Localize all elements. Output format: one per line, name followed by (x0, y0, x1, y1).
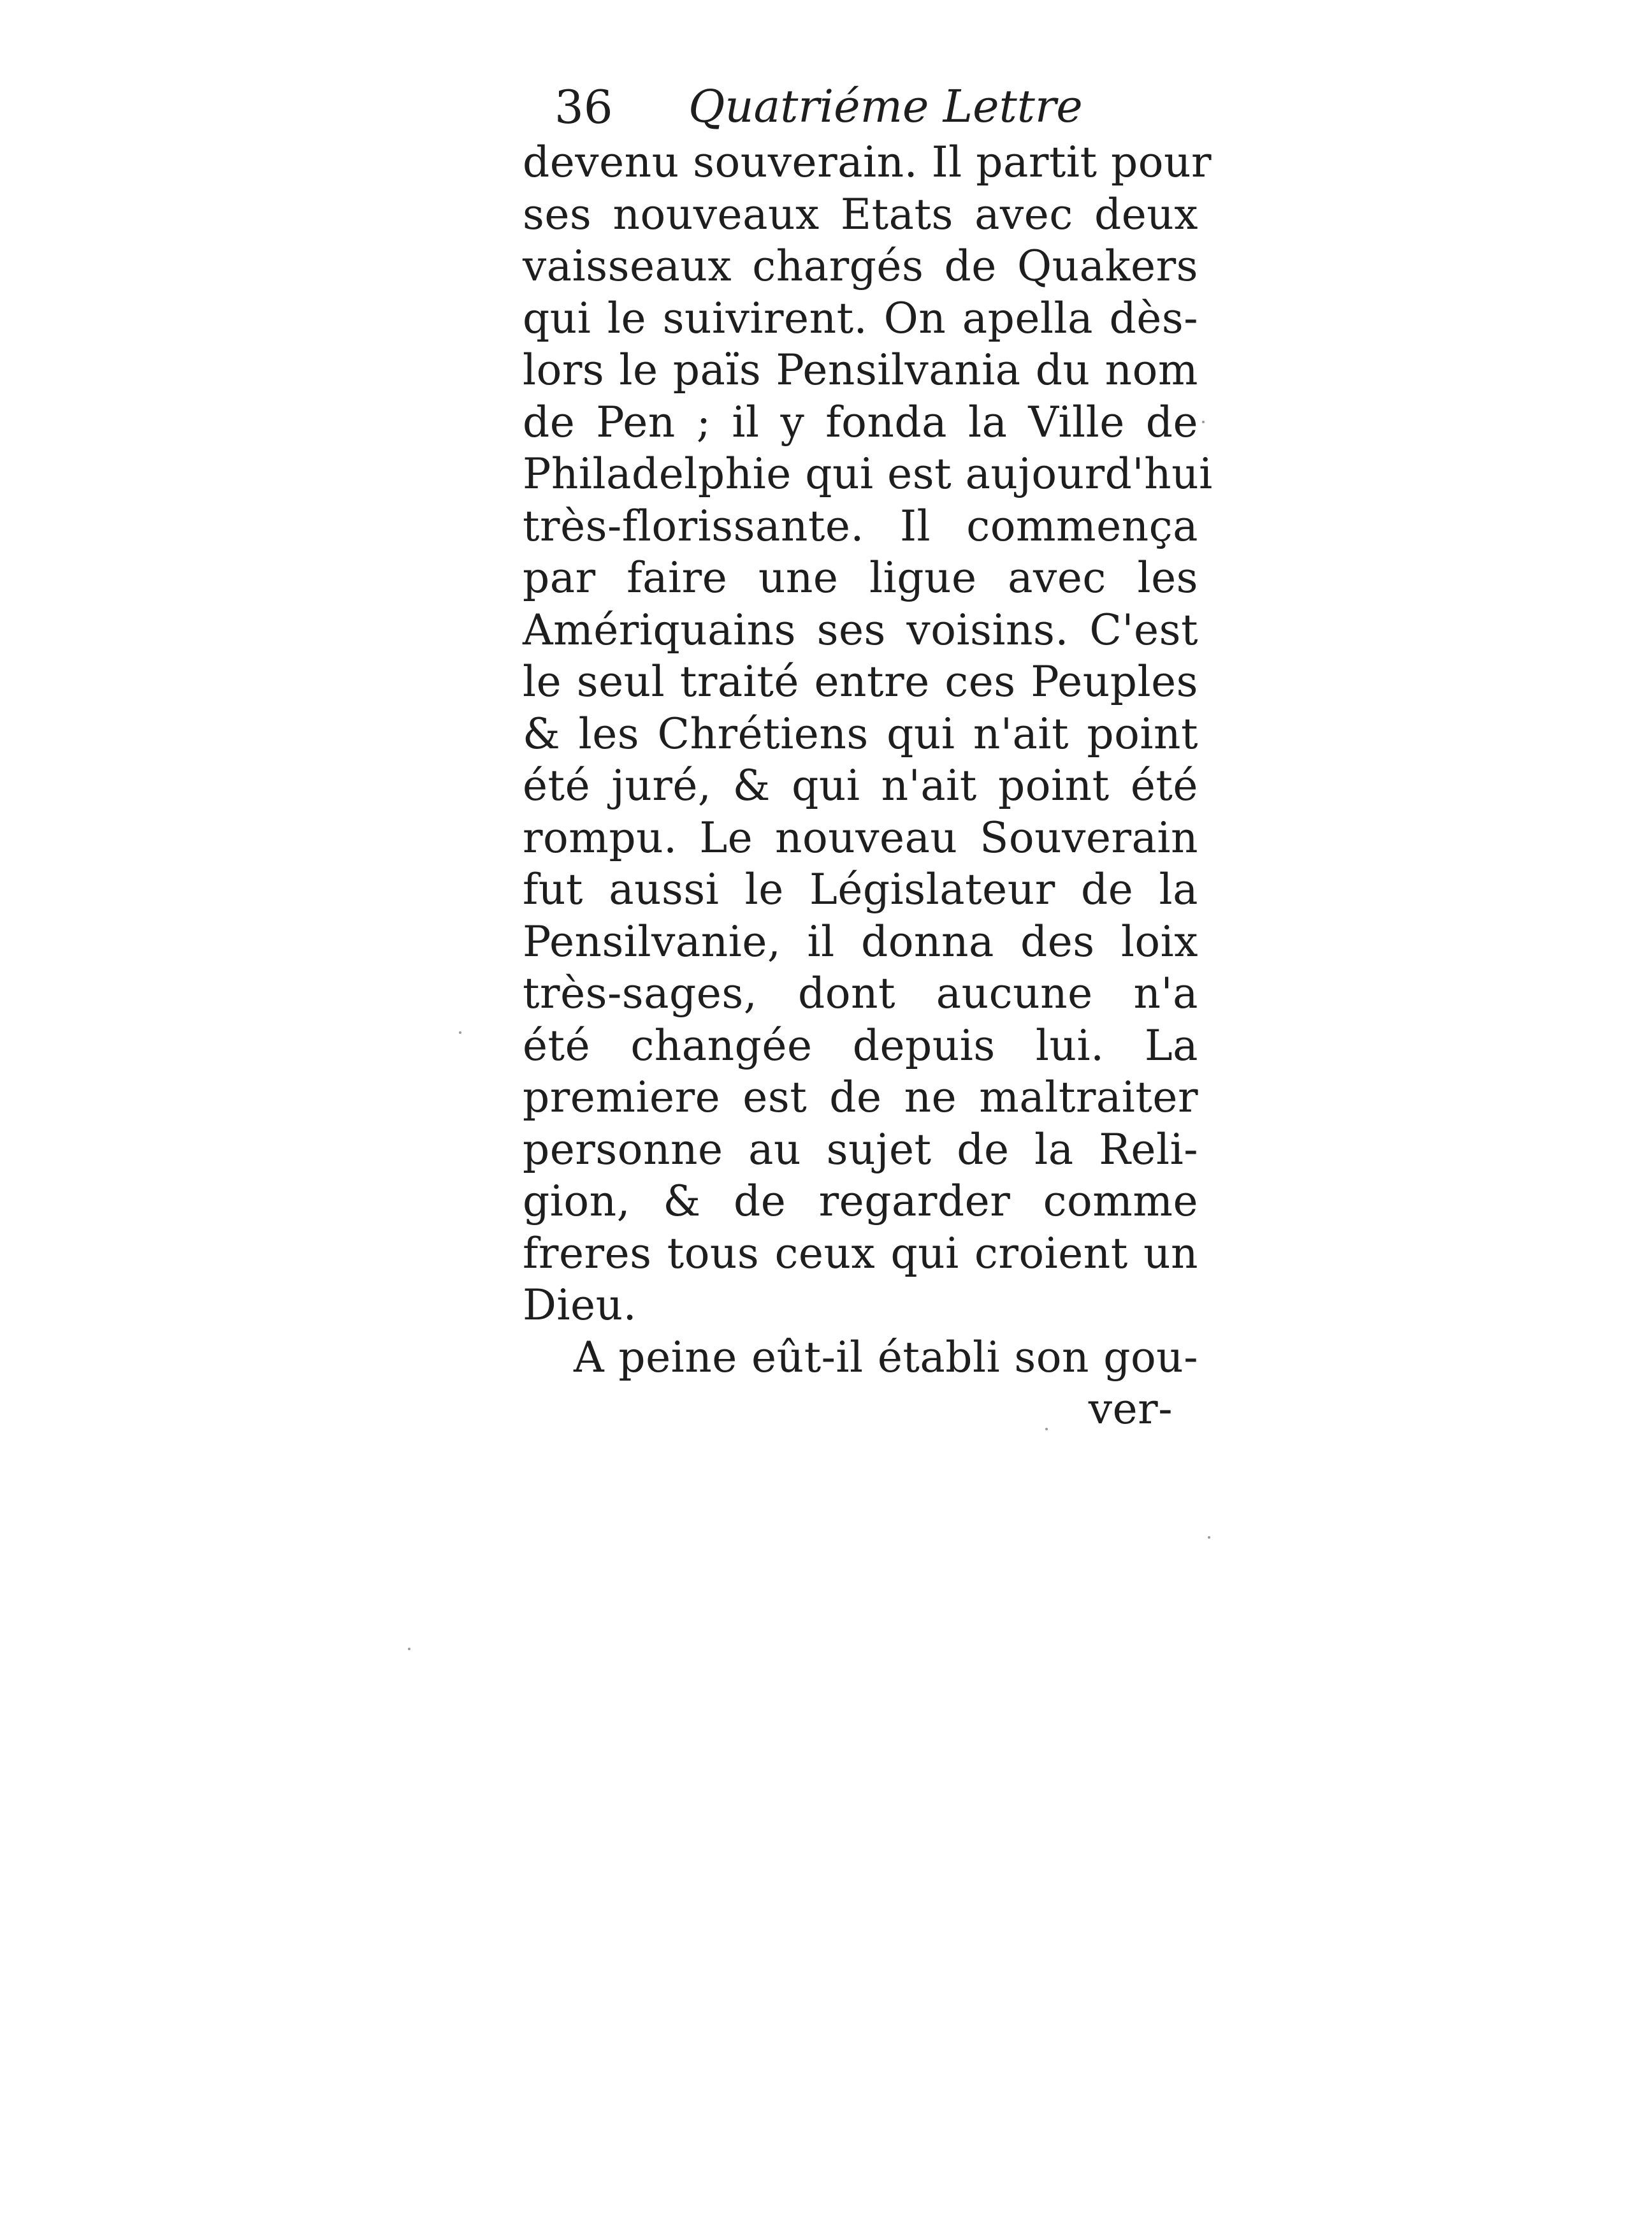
catchword: ver- (1088, 1384, 1173, 1434)
text-line: lors le païs Pensilvania du nom (523, 345, 1198, 395)
text-line: A peine eût-il établi son gou- (574, 1332, 1198, 1382)
text-line: gion, & de regarder comme (523, 1177, 1198, 1226)
text-line: Dieu. (523, 1281, 637, 1330)
scan-speck (1202, 421, 1205, 423)
text-line: très-sages, dont aucune n'a (523, 969, 1198, 1018)
text-line: rompu. Le nouveau Souverain (523, 813, 1198, 862)
text-line: Amériquains ses voisins. C'est (523, 605, 1198, 655)
text-line: fut aussi le Législateur de la (523, 865, 1198, 914)
text-line: premiere est de ne maltraiter (523, 1073, 1198, 1122)
text-line: Philadelphie qui est aujourd'hui (523, 449, 1213, 498)
text-line: qui le suivirent. On apella dès- (523, 293, 1198, 343)
text-block (523, 75, 1213, 1435)
scan-speck (408, 1648, 410, 1650)
text-line: personne au sujet de la Reli- (523, 1124, 1198, 1174)
text-line: & les Chrétiens qui n'ait point (523, 709, 1198, 759)
text-line: vaisseaux chargés de Quakers (523, 242, 1198, 291)
text-line: de Pen ; il y fonda la Ville de (523, 397, 1198, 447)
text-line: été changée depuis lui. La (523, 1020, 1198, 1070)
scan-speck (1045, 1428, 1048, 1430)
text-line: très-florissante. Il commença (523, 501, 1198, 551)
page-number: 36 (554, 80, 613, 134)
text-line: freres tous ceux qui croient un (523, 1228, 1198, 1278)
text-line: ses nouveaux Etats avec deux (523, 189, 1198, 239)
paragraph-one (523, 136, 1213, 1332)
paragraph-two (523, 1332, 1198, 1384)
page-header (523, 75, 1198, 136)
text-line: Pensilvanie, il donna des loix (523, 917, 1198, 966)
text-line: le seul traité entre ces Peuples (523, 657, 1198, 706)
scan-speck (1208, 1536, 1210, 1539)
scan-speck (459, 1031, 461, 1034)
text-line: devenu souverain. Il partit pour (523, 138, 1212, 187)
text-line: par faire une ligue avec les (523, 553, 1198, 602)
text-line: été juré, & qui n'ait point été (523, 761, 1198, 810)
running-title: Quatriéme Lettre (688, 80, 1083, 133)
